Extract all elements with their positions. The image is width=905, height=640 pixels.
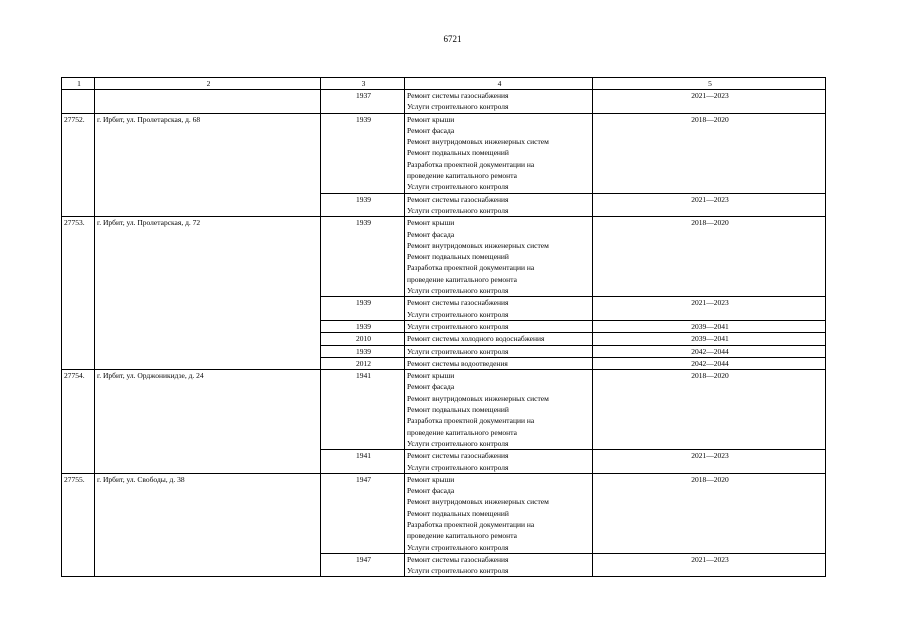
year-cell: 1939 bbox=[321, 113, 405, 193]
works-cell bbox=[405, 473, 593, 553]
works-cell bbox=[405, 297, 593, 321]
address-cell: г. Ирбит, ул. Пролетарская, д. 68 bbox=[95, 113, 321, 217]
work-item: проведение капитального ремонта bbox=[407, 171, 517, 181]
work-item: проведение капитального ремонта bbox=[407, 531, 517, 541]
work-item: Ремонт крыши bbox=[407, 114, 455, 124]
work-item: Ремонт фасада bbox=[407, 229, 455, 239]
address-cell: г. Ирбит, ул. Пролетарская, д. 72 bbox=[95, 217, 321, 370]
work-item: Ремонт подвальных помещений bbox=[407, 405, 509, 415]
work-item: Ремонт системы газоснабжения bbox=[407, 451, 509, 461]
works-cell bbox=[405, 450, 593, 474]
work-item: Услуги строительного контроля bbox=[407, 286, 509, 296]
year-cell: 1939 bbox=[321, 320, 405, 332]
address-cell: г. Ирбит, ул. Орджоникидзе, д. 24 bbox=[95, 370, 321, 474]
work-item: Ремонт системы газоснабжения bbox=[407, 91, 509, 100]
work-item: Разработка проектной документации на bbox=[407, 159, 535, 169]
address-cell bbox=[95, 90, 321, 114]
period-cell: 2018—2020 bbox=[593, 473, 826, 553]
table-row bbox=[62, 370, 826, 450]
work-item: Услуги строительного контроля bbox=[407, 205, 509, 215]
work-item: Ремонт внутридомовых инженерных систем bbox=[407, 240, 549, 250]
work-item: Ремонт крыши bbox=[407, 218, 455, 228]
work-item: Разработка проектной документации на bbox=[407, 263, 535, 273]
year-cell: 1939 bbox=[321, 345, 405, 357]
work-item: Ремонт крыши bbox=[407, 371, 455, 381]
work-item: Ремонт фасада bbox=[407, 382, 455, 392]
work-item: Услуги строительного контроля bbox=[407, 321, 509, 331]
work-item: Услуги строительного контроля bbox=[407, 566, 509, 576]
work-item: Ремонт фасада bbox=[407, 125, 455, 135]
period-cell: 2018—2020 bbox=[593, 113, 826, 193]
header-cell-5: 5 bbox=[593, 78, 826, 90]
work-item: Услуги строительного контроля bbox=[407, 102, 509, 112]
work-item: Услуги строительного контроля bbox=[407, 309, 509, 319]
object-number-cell: 27754. bbox=[62, 370, 95, 474]
works-cell bbox=[405, 113, 593, 193]
period-cell: 2021—2023 bbox=[593, 450, 826, 474]
header-cell-2: 2 bbox=[95, 78, 321, 90]
object-number-cell: 27753. bbox=[62, 217, 95, 370]
year-cell: 1947 bbox=[321, 473, 405, 553]
work-item: Ремонт подвальных помещений bbox=[407, 508, 509, 518]
work-item: Ремонт системы газоснабжения bbox=[407, 298, 509, 308]
period-cell: 2018—2020 bbox=[593, 370, 826, 450]
work-item: Ремонт подвальных помещений bbox=[407, 252, 509, 262]
header-cell-1: 1 bbox=[62, 78, 95, 90]
year-cell: 1941 bbox=[321, 450, 405, 474]
year-cell: 1939 bbox=[321, 297, 405, 321]
year-cell: 1939 bbox=[321, 217, 405, 297]
period-cell: 2021—2023 bbox=[593, 297, 826, 321]
period-cell: 2042—2044 bbox=[593, 357, 826, 369]
work-item: Ремонт внутридомовых инженерных систем bbox=[407, 137, 549, 147]
work-item: Услуги строительного контроля bbox=[407, 182, 509, 192]
period-cell: 2018—2020 bbox=[593, 217, 826, 297]
period-cell: 2039—2041 bbox=[593, 333, 826, 345]
period-cell: 2021—2023 bbox=[593, 193, 826, 217]
work-item: проведение капитального ремонта bbox=[407, 274, 517, 284]
header-cell-3: 3 bbox=[321, 78, 405, 90]
works-cell bbox=[405, 357, 593, 369]
object-number-cell: 27752. bbox=[62, 113, 95, 217]
work-item: Разработка проектной документации на bbox=[407, 519, 535, 529]
works-cell bbox=[405, 217, 593, 297]
header-row bbox=[62, 78, 826, 90]
work-item: Ремонт внутридомовых инженерных систем bbox=[407, 393, 549, 403]
year-cell: 1947 bbox=[321, 553, 405, 577]
works-cell bbox=[405, 193, 593, 217]
table-row bbox=[62, 113, 826, 193]
work-item: Ремонт системы газоснабжения bbox=[407, 194, 509, 204]
works-cell bbox=[405, 553, 593, 577]
period-cell: 2021—2023 bbox=[593, 553, 826, 577]
work-item: Ремонт системы газоснабжения bbox=[407, 554, 509, 564]
work-item: Ремонт системы водоотведения bbox=[407, 358, 508, 368]
works-cell bbox=[405, 345, 593, 357]
table-row bbox=[62, 90, 826, 114]
period-cell: 2042—2044 bbox=[593, 345, 826, 357]
period-cell: 2039—2041 bbox=[593, 320, 826, 332]
work-item: Ремонт подвальных помещений bbox=[407, 148, 509, 158]
year-cell: 1941 bbox=[321, 370, 405, 450]
work-item: проведение капитального ремонта bbox=[407, 427, 517, 437]
object-number-cell bbox=[62, 90, 95, 114]
works-cell bbox=[405, 333, 593, 345]
work-item: Ремонт системы холодного водоснабжения bbox=[407, 334, 545, 344]
table-body bbox=[62, 78, 826, 577]
work-item: Услуги строительного контроля bbox=[407, 438, 509, 448]
work-item: Услуги строительного контроля bbox=[407, 346, 509, 356]
page-number: 6721 bbox=[443, 34, 462, 44]
work-item: Ремонт фасада bbox=[407, 486, 455, 496]
work-item: Разработка проектной документации на bbox=[407, 416, 535, 426]
repair-schedule-table bbox=[61, 77, 826, 577]
year-cell: 1937 bbox=[321, 90, 405, 114]
table-row bbox=[62, 473, 826, 553]
object-number-cell: 27755. bbox=[62, 473, 95, 577]
work-item: Ремонт крыши bbox=[407, 474, 455, 484]
year-cell: 2010 bbox=[321, 333, 405, 345]
address-cell: г. Ирбит, ул. Свободы, д. 38 bbox=[95, 473, 321, 577]
work-item: Услуги строительного контроля bbox=[407, 542, 509, 552]
works-cell bbox=[405, 320, 593, 332]
header-cell-4: 4 bbox=[405, 78, 593, 90]
period-cell: 2021—2023 bbox=[593, 90, 826, 114]
work-item: Ремонт внутридомовых инженерных систем bbox=[407, 497, 549, 507]
works-cell bbox=[405, 90, 593, 114]
works-cell bbox=[405, 370, 593, 450]
table-row bbox=[62, 217, 826, 297]
year-cell: 1939 bbox=[321, 193, 405, 217]
year-cell: 2012 bbox=[321, 357, 405, 369]
work-item: Услуги строительного контроля bbox=[407, 462, 509, 472]
